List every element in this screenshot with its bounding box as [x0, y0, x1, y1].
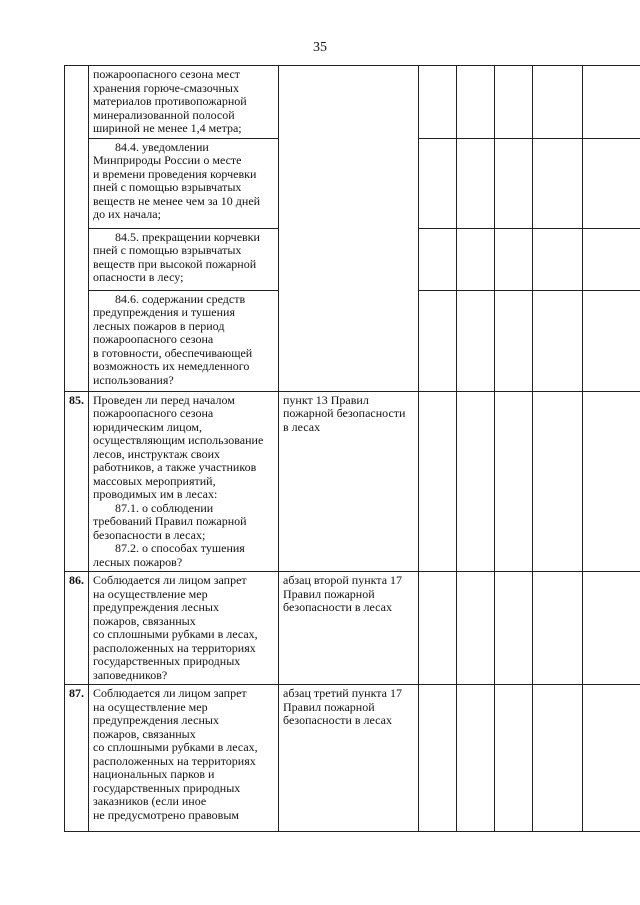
question-line: пней с помощью взрывчатых [93, 180, 242, 194]
question-line: 87.1. о соблюдении [115, 500, 214, 515]
answer-cell-no[interactable] [457, 66, 495, 139]
reference-cell [279, 66, 419, 392]
question-line: до их начала; [93, 207, 161, 221]
question-line: национальных парков и [93, 767, 215, 781]
notes-cell[interactable] [583, 66, 640, 139]
reference-line: безопасности в лесах [283, 713, 392, 727]
question-line: предупреждения лесных [93, 600, 219, 614]
answer-cell-yes[interactable] [419, 572, 457, 685]
row-number-cell [65, 66, 89, 392]
answer-cell-yes[interactable] [419, 138, 457, 228]
table-row [65, 685, 640, 832]
question-line: хранения горюче-смазочных [93, 80, 239, 95]
question-line: предупреждения и тушения [93, 305, 235, 319]
answer-cell-no[interactable] [457, 228, 495, 290]
answer-cell-na[interactable] [495, 66, 533, 139]
question-line: шириной не менее 1,4 метра; [93, 121, 242, 135]
reference-line: в лесах [283, 419, 321, 434]
notes-cell[interactable] [583, 228, 640, 290]
table-row [65, 391, 640, 572]
answer-cell-na[interactable] [495, 572, 533, 685]
answer-cell-na[interactable] [495, 685, 533, 832]
question-line: не предусмотрено правовым [93, 807, 239, 822]
reference-line: Правил пожарной [283, 586, 375, 601]
question-cell [89, 138, 279, 228]
question-line: пожароопасного сезона мест [93, 67, 241, 81]
reference-line: пожарной безопасности [283, 406, 406, 420]
question-line: осуществляющим использование [93, 433, 264, 447]
question-cell [89, 391, 279, 572]
question-line: материалов противопожарной [93, 94, 247, 108]
answer-cell-extra[interactable] [533, 138, 583, 228]
question-line: на осуществление мер [93, 699, 208, 714]
answer-cell-extra[interactable] [533, 685, 583, 832]
question-line: Проведен ли перед началом [93, 392, 235, 407]
reference-line: абзац второй пункта 17 [283, 573, 403, 587]
question-line: заповедников? [93, 667, 168, 682]
question-cell [89, 228, 279, 290]
table-row [65, 572, 640, 685]
question-line: проводимых им в лесах: [93, 487, 218, 501]
question-line: пожароопасного сезона [93, 332, 214, 346]
question-line: требований Правил пожарной [93, 514, 247, 528]
question-line: 84.6. содержании средств [115, 291, 246, 306]
notes-cell[interactable] [583, 391, 640, 572]
question-line: Соблюдается ли лицом запрет [93, 573, 247, 587]
question-line: безопасности в лесах; [93, 527, 206, 542]
question-line: 84.4. уведомлении [115, 139, 209, 154]
question-line: юридическим лицом, [93, 419, 202, 434]
table-row [65, 66, 640, 139]
question-line: Минприроды России о месте [93, 153, 242, 167]
question-line: лесных пожаров в период [93, 318, 225, 333]
notes-cell[interactable] [583, 685, 640, 832]
answer-cell-na[interactable] [495, 290, 533, 391]
answer-cell-no[interactable] [457, 572, 495, 685]
question-line: на осуществление мер [93, 586, 208, 601]
reference-line: абзац третий пункта 17 [283, 686, 402, 700]
notes-cell[interactable] [583, 138, 640, 228]
question-line: веществ при высокой пожарной [93, 256, 257, 271]
answer-cell-na[interactable] [495, 391, 533, 572]
checklist-table [64, 65, 640, 832]
answer-cell-no[interactable] [457, 138, 495, 228]
question-line: расположенных на территориях [93, 753, 256, 768]
question-cell [89, 66, 279, 139]
question-line: государственных природных [93, 654, 241, 668]
answer-cell-yes[interactable] [419, 228, 457, 290]
question-line: заказников (если иное [93, 794, 207, 808]
reference-line: пункт 13 Правил [283, 392, 369, 407]
question-line: массовых мероприятий, [93, 473, 216, 488]
answer-cell-extra[interactable] [533, 66, 583, 139]
reference-cell [279, 685, 419, 832]
question-line: лесов, инструктаж своих [93, 446, 221, 461]
question-line: использования? [93, 372, 174, 387]
question-line: со сплошными рубками в лесах, [93, 740, 258, 754]
question-line: пожароопасного сезона [93, 406, 214, 420]
question-line: работников, а также участников [93, 460, 257, 474]
question-line: расположенных на территориях [93, 640, 256, 655]
question-line: возможность их немедленного [93, 359, 250, 373]
question-line: опасности в лесу; [93, 270, 184, 284]
answer-cell-na[interactable] [495, 138, 533, 228]
notes-cell[interactable] [583, 572, 640, 685]
question-line: со сплошными рубками в лесах, [93, 627, 258, 641]
answer-cell-yes[interactable] [419, 391, 457, 572]
reference-line: Правил пожарной [283, 699, 375, 714]
question-cell [89, 290, 279, 391]
page-number: 35 [313, 40, 327, 55]
question-line: государственных природных [93, 780, 241, 795]
answer-cell-yes[interactable] [419, 290, 457, 391]
question-line: 87.2. о способах тушения [115, 541, 245, 555]
answer-cell-no[interactable] [457, 391, 495, 572]
question-line: и времени проведения корчевки [93, 166, 257, 181]
answer-cell-na[interactable] [495, 228, 533, 290]
notes-cell[interactable] [583, 290, 640, 391]
answer-cell-extra[interactable] [533, 228, 583, 290]
question-line: веществ не менее чем за 10 дней [93, 193, 261, 208]
question-cell [89, 572, 279, 685]
question-line: 84.5. прекращении корчевки [115, 229, 260, 244]
question-line: минерализованной полосой [93, 107, 235, 122]
question-cell [89, 685, 279, 832]
row-number-cell: 86. [65, 572, 89, 685]
row-number-cell: 85. [65, 391, 89, 572]
answer-cell-no[interactable] [457, 290, 495, 391]
row-number-cell: 87. [65, 685, 89, 832]
reference-cell [279, 391, 419, 572]
answer-cell-yes[interactable] [419, 685, 457, 832]
answer-cell-yes[interactable] [419, 66, 457, 139]
answer-cell-no[interactable] [457, 685, 495, 832]
question-line: лесных пожаров? [93, 554, 183, 569]
question-line: предупреждения лесных [93, 713, 219, 727]
reference-line: безопасности в лесах [283, 600, 392, 614]
question-line: пожаров, связанных [93, 726, 196, 741]
answer-cell-extra[interactable] [533, 290, 583, 391]
question-line: в готовности, обеспечивающей [93, 345, 253, 360]
question-line: пожаров, связанных [93, 613, 196, 628]
answer-cell-extra[interactable] [533, 391, 583, 572]
reference-cell [279, 572, 419, 685]
question-line: Соблюдается ли лицом запрет [93, 686, 247, 700]
answer-cell-extra[interactable] [533, 572, 583, 685]
question-line: пней с помощью взрывчатых [93, 243, 242, 257]
